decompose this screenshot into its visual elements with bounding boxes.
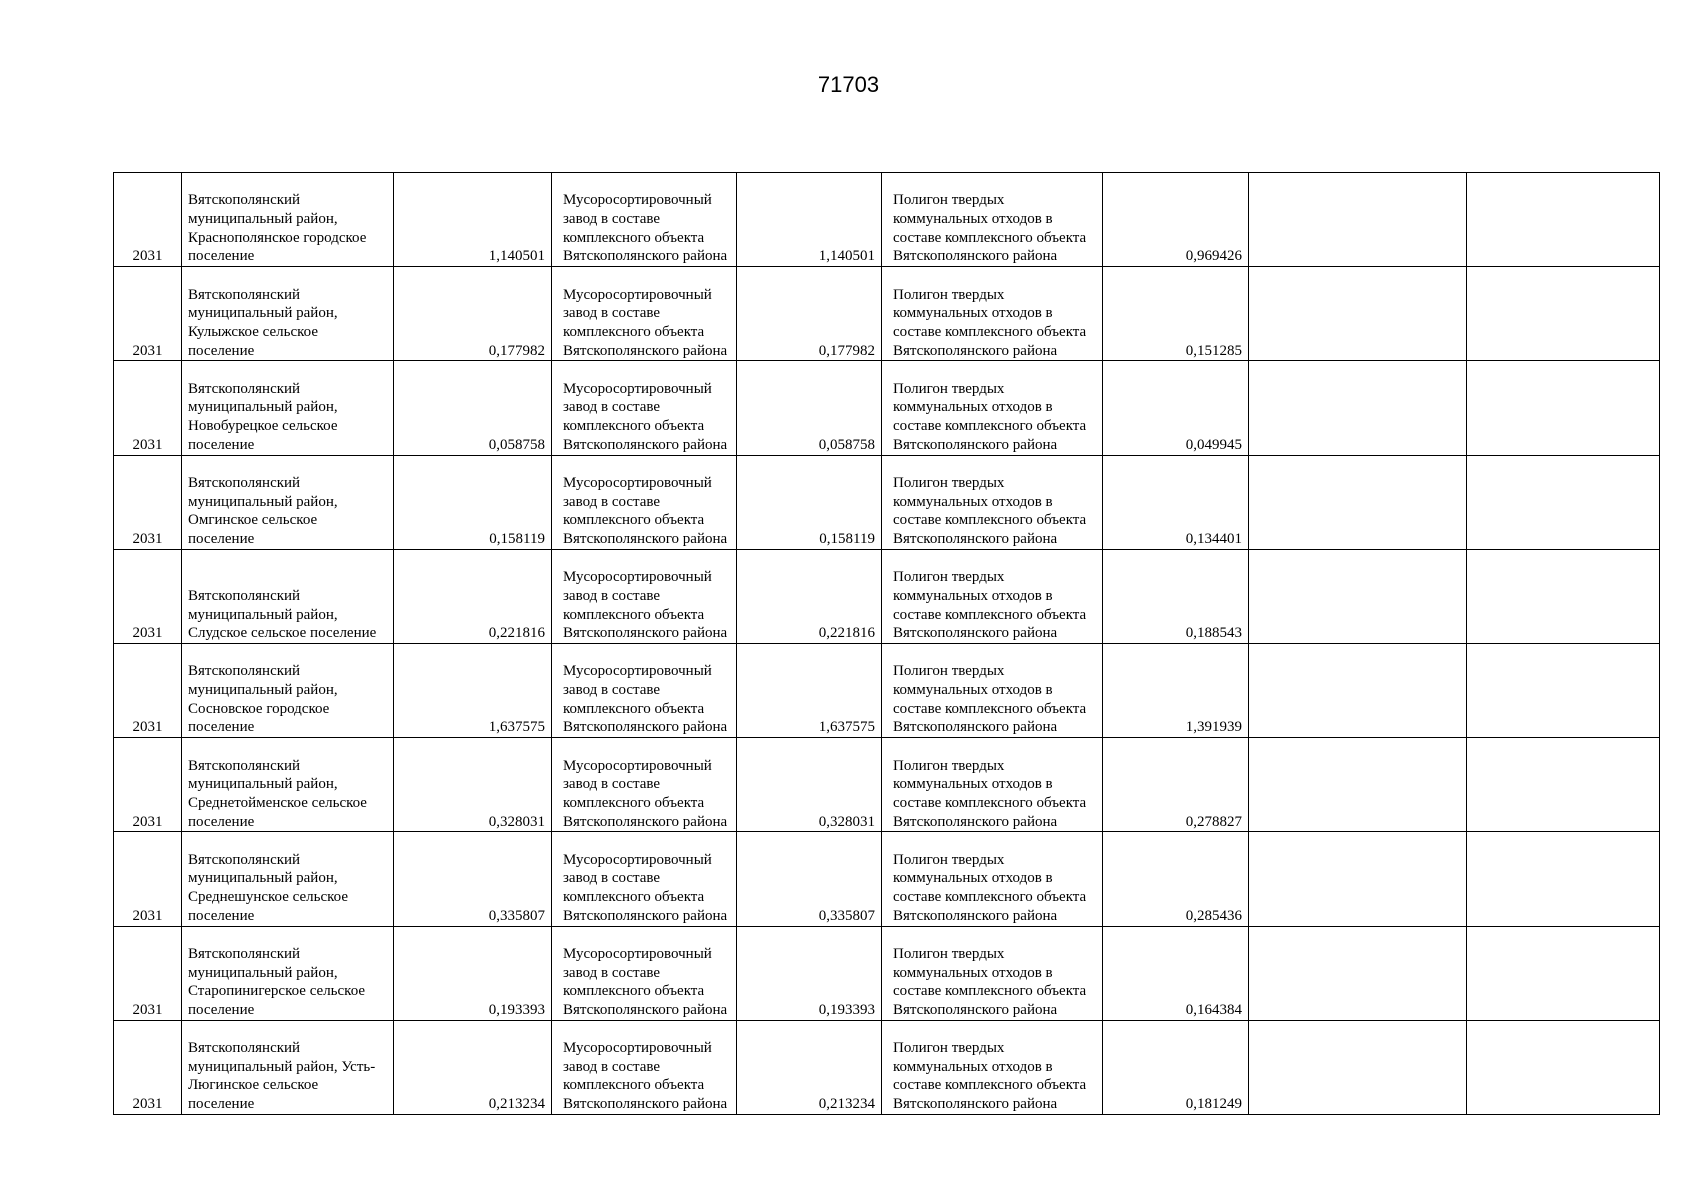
table-row [114, 455, 1660, 549]
source-mass-text: 1,140501 [488, 248, 545, 265]
facility-mass-text: 0,177982 [818, 342, 875, 359]
source-territory-text: Вятскополянский муниципальный район, Краснополянское городское поселение [188, 192, 367, 265]
source-mass-cell [394, 643, 552, 737]
year-cell [114, 361, 182, 455]
sorting-facility-text: Мусоросортировочный завод в составе комплексного объекта Вятскополянского района [563, 474, 728, 548]
landfill-cell [882, 926, 1103, 1020]
facility-mass-cell [737, 832, 882, 926]
year-text: 2031 [132, 342, 163, 359]
source-mass-text: 0,177982 [488, 342, 545, 359]
landfill-mass-text: 0,151285 [1185, 342, 1242, 359]
landfill-mass-cell [1103, 455, 1249, 549]
landfill-text: Полигон твердых коммунальных отходов в составе комплексного объекта Вятскополянского района [893, 474, 1087, 548]
source-mass-text: 0,335807 [488, 907, 545, 924]
landfill-text: Полигон твердых коммунальных отходов в составе комплексного объекта Вятскополянского района [893, 663, 1087, 736]
sorting-facility-text: Мусоросортировочный завод в составе комплексного объекта Вятскополянского района [563, 286, 728, 359]
landfill-mass-cell [1103, 832, 1249, 926]
empty-cell [1249, 926, 1467, 1020]
landfill-mass-text: 0,969426 [1185, 248, 1242, 265]
year-text: 2031 [132, 436, 163, 453]
year-text: 2031 [132, 1096, 163, 1113]
year-cell [114, 738, 182, 832]
empty-cell [1467, 1020, 1660, 1114]
sorting-facility-cell [552, 173, 737, 267]
waste-flow-table [113, 172, 1660, 1115]
source-mass-text: 0,058758 [488, 436, 545, 453]
landfill-mass-text: 0,049945 [1185, 436, 1242, 453]
table-row [114, 738, 1660, 832]
source-territory-text: Вятскополянский муниципальный район, Среднетойменское сельское поселение [188, 757, 367, 830]
sorting-facility-cell [552, 832, 737, 926]
facility-mass-cell [737, 738, 882, 832]
landfill-text: Полигон твердых коммунальных отходов в составе комплексного объекта Вятскополянского района [893, 1040, 1087, 1113]
source-territory-text: Вятскополянский муниципальный район, Кулыжское сельское поселение [188, 286, 338, 359]
empty-cell [1249, 455, 1467, 549]
source-mass-cell [394, 455, 552, 549]
empty-cell [1467, 267, 1660, 361]
empty-cell [1249, 738, 1467, 832]
sorting-facility-text: Мусоросортировочный завод в составе комплексного объекта Вятскополянского района [563, 851, 728, 924]
year-text: 2031 [132, 531, 163, 548]
landfill-cell [882, 832, 1103, 926]
source-mass-cell [394, 738, 552, 832]
landfill-text: Полигон твердых коммунальных отходов в составе комплексного объекта Вятскополянского района [893, 569, 1087, 642]
sorting-facility-cell [552, 549, 737, 643]
empty-cell [1467, 832, 1660, 926]
facility-mass-text: 0,221816 [818, 625, 875, 642]
landfill-mass-text: 0,134401 [1185, 531, 1242, 548]
empty-cell [1467, 455, 1660, 549]
source-territory-cell [182, 549, 394, 643]
source-territory-text: Вятскополянский муниципальный район, Слудское сельское поселение [188, 587, 377, 642]
landfill-cell [882, 361, 1103, 455]
landfill-cell [882, 173, 1103, 267]
facility-mass-text: 0,213234 [818, 1096, 875, 1113]
source-mass-cell [394, 926, 552, 1020]
landfill-text: Полигон твердых коммунальных отходов в составе комплексного объекта Вятскополянского района [893, 192, 1087, 265]
landfill-cell [882, 549, 1103, 643]
source-territory-cell [182, 173, 394, 267]
table-row [114, 643, 1660, 737]
source-territory-cell [182, 455, 394, 549]
table-row [114, 926, 1660, 1020]
year-cell [114, 549, 182, 643]
landfill-text: Полигон твердых коммунальных отходов в составе комплексного объекта Вятскополянского района [893, 286, 1087, 359]
empty-cell [1249, 832, 1467, 926]
facility-mass-cell [737, 549, 882, 643]
year-cell [114, 1020, 182, 1114]
table-row [114, 1020, 1660, 1114]
source-mass-cell [394, 832, 552, 926]
landfill-mass-text: 1,391939 [1185, 719, 1242, 736]
empty-cell [1467, 549, 1660, 643]
source-territory-cell [182, 1020, 394, 1114]
empty-cell [1249, 1020, 1467, 1114]
source-mass-cell [394, 549, 552, 643]
landfill-mass-text: 0,285436 [1185, 907, 1242, 924]
source-mass-text: 0,221816 [488, 625, 545, 642]
empty-cell [1249, 549, 1467, 643]
year-cell [114, 267, 182, 361]
empty-cell [1467, 361, 1660, 455]
year-text: 2031 [132, 1001, 163, 1018]
facility-mass-text: 0,158119 [819, 531, 875, 548]
source-mass-text: 1,637575 [488, 719, 545, 736]
year-text: 2031 [132, 248, 163, 265]
landfill-cell [882, 643, 1103, 737]
facility-mass-cell [737, 926, 882, 1020]
year-text: 2031 [132, 719, 163, 736]
table-body [114, 173, 1660, 1115]
source-territory-text: Вятскополянский муниципальный район, Омгинское сельское поселение [188, 474, 338, 548]
empty-cell [1249, 643, 1467, 737]
sorting-facility-text: Мусоросортировочный завод в составе комплексного объекта Вятскополянского района [563, 380, 728, 453]
sorting-facility-text: Мусоросортировочный завод в составе комплексного объекта Вятскополянского района [563, 663, 728, 736]
year-cell [114, 832, 182, 926]
empty-cell [1467, 643, 1660, 737]
year-text: 2031 [132, 907, 163, 924]
landfill-mass-cell [1103, 173, 1249, 267]
landfill-cell [882, 738, 1103, 832]
sorting-facility-cell [552, 643, 737, 737]
landfill-cell [882, 1020, 1103, 1114]
source-territory-text: Вятскополянский муниципальный район, Усть-Люгинское сельское поселение [188, 1040, 376, 1113]
year-cell [114, 173, 182, 267]
empty-cell [1467, 926, 1660, 1020]
source-mass-cell [394, 173, 552, 267]
year-text: 2031 [132, 813, 163, 830]
sorting-facility-cell [552, 361, 737, 455]
table-row [114, 267, 1660, 361]
source-territory-cell [182, 738, 394, 832]
source-territory-text: Вятскополянский муниципальный район, Старопинигерское сельское поселение [188, 945, 366, 1018]
landfill-mass-cell [1103, 267, 1249, 361]
landfill-mass-cell [1103, 361, 1249, 455]
source-mass-cell [394, 361, 552, 455]
sorting-facility-cell [552, 267, 737, 361]
landfill-mass-text: 0,164384 [1185, 1001, 1242, 1018]
landfill-mass-text: 0,188543 [1185, 625, 1242, 642]
table-row [114, 832, 1660, 926]
facility-mass-cell [737, 173, 882, 267]
facility-mass-cell [737, 455, 882, 549]
empty-cell [1467, 173, 1660, 267]
facility-mass-cell [737, 267, 882, 361]
source-mass-cell [394, 1020, 552, 1114]
empty-cell [1249, 173, 1467, 267]
sorting-facility-cell [552, 1020, 737, 1114]
source-territory-text: Вятскополянский муниципальный район, Сосновское городское поселение [188, 663, 338, 736]
facility-mass-cell [737, 361, 882, 455]
source-territory-text: Вятскополянский муниципальный район, Новобурецкое сельское поселение [188, 380, 338, 453]
source-territory-cell [182, 926, 394, 1020]
source-mass-text: 0,193393 [488, 1001, 545, 1018]
sorting-facility-text: Мусоросортировочный завод в составе комплексного объекта Вятскополянского района [563, 1040, 728, 1113]
sorting-facility-cell [552, 738, 737, 832]
page-number: 71703 [817, 72, 880, 97]
source-mass-text: 0,158119 [489, 531, 545, 548]
landfill-mass-cell [1103, 643, 1249, 737]
source-mass-text: 0,213234 [488, 1096, 545, 1113]
empty-cell [1249, 267, 1467, 361]
table-row [114, 173, 1660, 267]
landfill-text: Полигон твердых коммунальных отходов в составе комплексного объекта Вятскополянского района [893, 945, 1087, 1018]
table-row [114, 361, 1660, 455]
sorting-facility-text: Мусоросортировочный завод в составе комплексного объекта Вятскополянского района [563, 569, 728, 642]
year-cell [114, 643, 182, 737]
landfill-mass-cell [1103, 926, 1249, 1020]
facility-mass-text: 0,058758 [818, 436, 875, 453]
source-mass-text: 0,328031 [488, 813, 545, 830]
landfill-mass-text: 0,181249 [1185, 1096, 1242, 1113]
facility-mass-text: 1,140501 [818, 248, 875, 265]
facility-mass-text: 0,335807 [818, 907, 875, 924]
table-row [114, 549, 1660, 643]
sorting-facility-text: Мусоросортировочный завод в составе комплексного объекта Вятскополянского района [563, 945, 728, 1018]
sorting-facility-text: Мусоросортировочный завод в составе комплексного объекта Вятскополянского района [563, 757, 728, 830]
landfill-mass-cell [1103, 738, 1249, 832]
empty-cell [1249, 361, 1467, 455]
landfill-text: Полигон твердых коммунальных отходов в составе комплексного объекта Вятскополянского района [893, 757, 1087, 830]
source-territory-cell [182, 643, 394, 737]
sorting-facility-cell [552, 926, 737, 1020]
year-text: 2031 [132, 625, 163, 642]
landfill-mass-cell [1103, 1020, 1249, 1114]
facility-mass-text: 1,637575 [818, 719, 875, 736]
facility-mass-cell [737, 1020, 882, 1114]
landfill-mass-text: 0,278827 [1185, 813, 1242, 830]
sorting-facility-text: Мусоросортировочный завод в составе комплексного объекта Вятскополянского района [563, 192, 728, 265]
landfill-cell [882, 455, 1103, 549]
facility-mass-cell [737, 643, 882, 737]
sorting-facility-cell [552, 455, 737, 549]
source-mass-cell [394, 267, 552, 361]
source-territory-cell [182, 832, 394, 926]
facility-mass-text: 0,328031 [818, 813, 875, 830]
landfill-text: Полигон твердых коммунальных отходов в составе комплексного объекта Вятскополянского района [893, 851, 1087, 924]
source-territory-text: Вятскополянский муниципальный район, Среднешунское сельское поселение [188, 851, 348, 924]
landfill-cell [882, 267, 1103, 361]
year-cell [114, 926, 182, 1020]
landfill-text: Полигон твердых коммунальных отходов в составе комплексного объекта Вятскополянского района [893, 380, 1087, 453]
landfill-mass-cell [1103, 549, 1249, 643]
year-cell [114, 455, 182, 549]
source-territory-cell [182, 361, 394, 455]
empty-cell [1467, 738, 1660, 832]
source-territory-cell [182, 267, 394, 361]
facility-mass-text: 0,193393 [818, 1001, 875, 1018]
